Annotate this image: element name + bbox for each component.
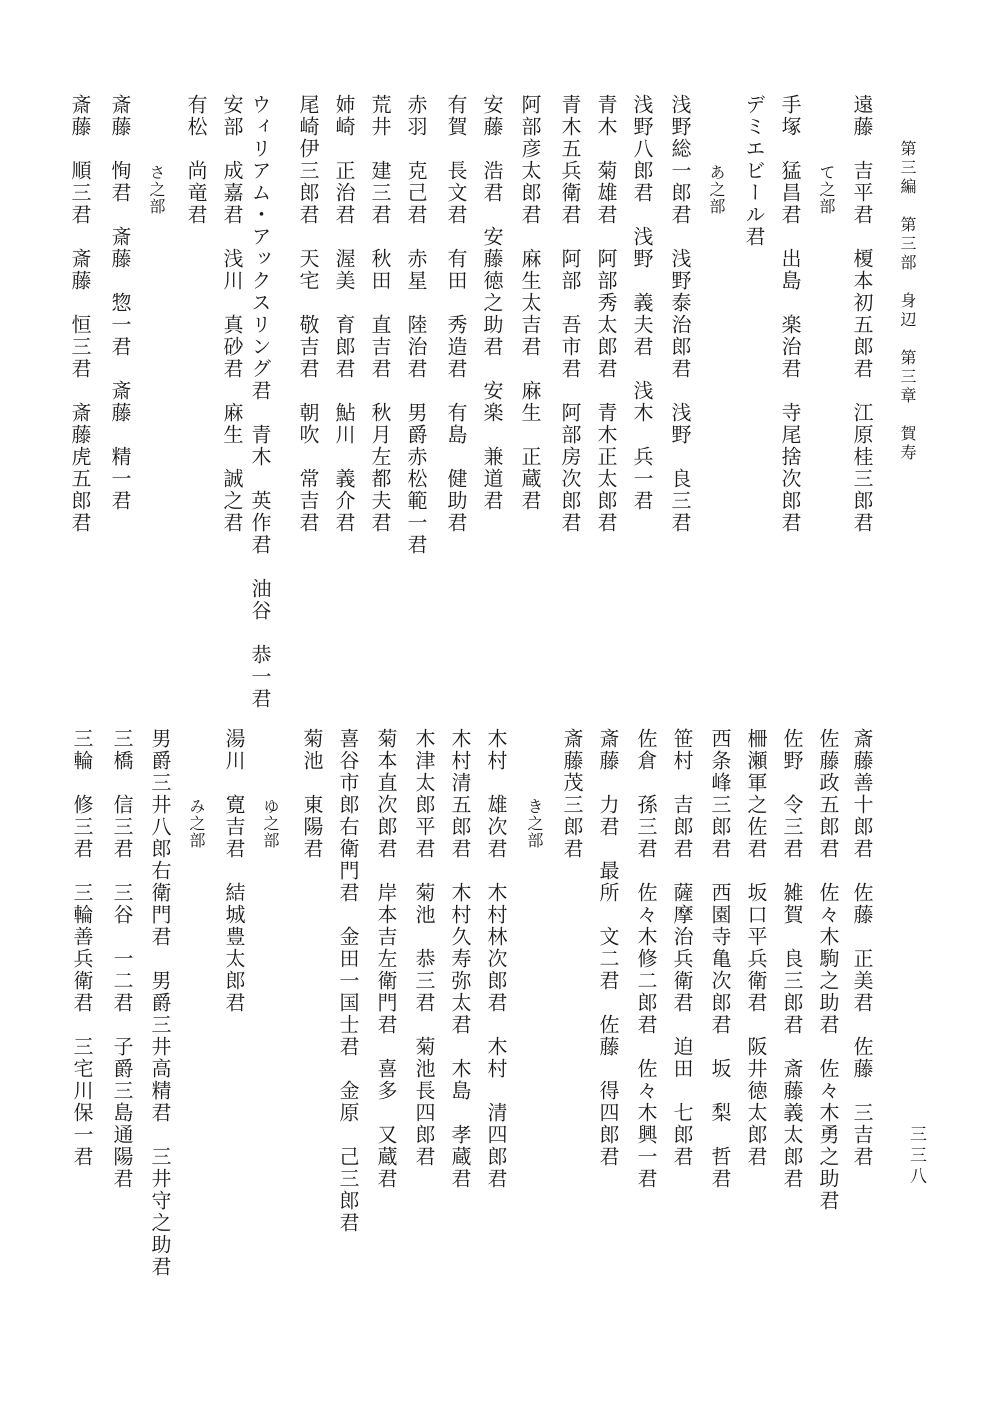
- name-column: 荒井 建三君 秋田 直吉君 秋月左都夫君: [368, 94, 392, 534]
- name-column: 浅野総一郎君 浅野泰治郎君 浅野 良三君: [668, 94, 692, 534]
- name-column: 斎藤善十郎君 佐藤 正美君 佐藤 三吉君: [850, 728, 874, 1168]
- name-column: 男爵三井八郎右衛門君 男爵三井高精君 三井守之助君: [148, 728, 172, 1278]
- name-column: 有賀 長文君 有田 秀造君 有島 健助君: [444, 94, 468, 534]
- name-column: 斎藤 恂君 斎藤 惣一君 斎藤 精一君: [108, 94, 132, 512]
- name-column: 三輪 修三君 三輪善兵衛君 三宅川保一君: [70, 728, 94, 1168]
- name-column: 斎藤 力君 最所 文二君 佐藤 得四郎君: [596, 728, 620, 1168]
- section-label: あ之部: [707, 164, 726, 215]
- name-column: 手塚 猛昌君 出島 楽治君 寺尾捨次郎君: [778, 94, 802, 534]
- section-label: ゆ之部: [261, 798, 280, 849]
- section-label: さ之部: [147, 164, 166, 215]
- name-column: 遠藤 吉平君 榎本初五郎君 江原桂三郎君: [850, 94, 874, 534]
- name-column: 木村清五郎君 木村久寿弥太君 木島 孝蔵君: [448, 728, 472, 1190]
- name-column: 佐藤政五郎君 佐々木駒之助君 佐々木勇之助君: [816, 728, 840, 1212]
- name-column: 青木 菊雄君 阿部秀太郎君 青木正太郎君: [594, 94, 618, 534]
- name-column: 湯川 寛吉君 結城豊太郎君: [222, 728, 246, 1014]
- name-column: 佐野 令三君 雑賀 良三郎君 斎藤義太郎君: [780, 728, 804, 1190]
- name-column: 有松 尚竜君: [184, 94, 208, 226]
- name-column: 赤羽 克己君 赤星 陸治君 男爵赤松範一君: [404, 94, 428, 556]
- name-column: 浅野八郎君 浅野 義夫君 浅木 兵一君: [630, 94, 654, 512]
- name-column: ウィリアム・アックスリング君 青木 英作君 油谷 恭一君: [248, 94, 272, 710]
- name-column: 木村 雄次君 木村林次郎君 木村 清四郎君: [484, 728, 508, 1190]
- name-column: 姉崎 正治君 渥美 育郎君 鮎川 義介君: [332, 94, 356, 534]
- name-column: 西条峰三郎君 西園寺亀次郎君 坂 梨 哲君: [708, 728, 732, 1190]
- running-header: 第三編 第三部 身辺 第三章 賀寿: [898, 140, 917, 463]
- name-column: 阿部彦太郎君 麻生太吉君 麻生 正蔵君: [518, 94, 542, 512]
- section-label: き之部: [525, 798, 544, 849]
- name-column: 菊池 東陽君: [300, 728, 324, 860]
- section-label: み之部: [187, 798, 206, 849]
- name-column: 安部 成嘉君 浅川 真砂君 麻生 誠之君: [220, 94, 244, 534]
- section-label: て之部: [817, 164, 836, 215]
- name-column: 青木五兵衛君 阿部 吾市君 阿部房次郎君: [558, 94, 582, 534]
- name-column: 柵瀬軍之佐君 坂口平兵衛君 阪井徳太郎君: [744, 728, 768, 1168]
- name-column: 笹村 吉郎君 薩摩治兵衛君 迫田 七郎君: [670, 728, 694, 1168]
- name-column: 喜谷市郎右衛門君 金田一国士君 金原 己三郎君: [336, 728, 360, 1234]
- name-column: 佐倉 孫三君 佐々木修二郎君 佐々木興一君: [634, 728, 658, 1190]
- name-column: 三橋 信三君 三谷 一二君 子爵三島通陽君: [110, 728, 134, 1190]
- name-column: 尾崎伊三郎君 天宅 敬吉君 朝吹 常吉君: [296, 94, 320, 534]
- name-column: デミエビール君: [742, 94, 766, 248]
- name-column: 木津太郎平君 菊池 恭三君 菊池長四郎君: [412, 728, 436, 1168]
- name-column: 安藤 浩君 安藤徳之助君 安楽 兼道君: [480, 94, 504, 512]
- name-column: 斎藤茂三郎君: [560, 728, 584, 860]
- name-column: 菊本直次郎君 岸本吉左衛門君 喜多 又蔵君: [374, 728, 398, 1190]
- page-number: 三三八: [906, 1125, 926, 1188]
- name-column: 斎藤 順三君 斎藤 恒三君 斎藤虎五郎君: [68, 94, 92, 534]
